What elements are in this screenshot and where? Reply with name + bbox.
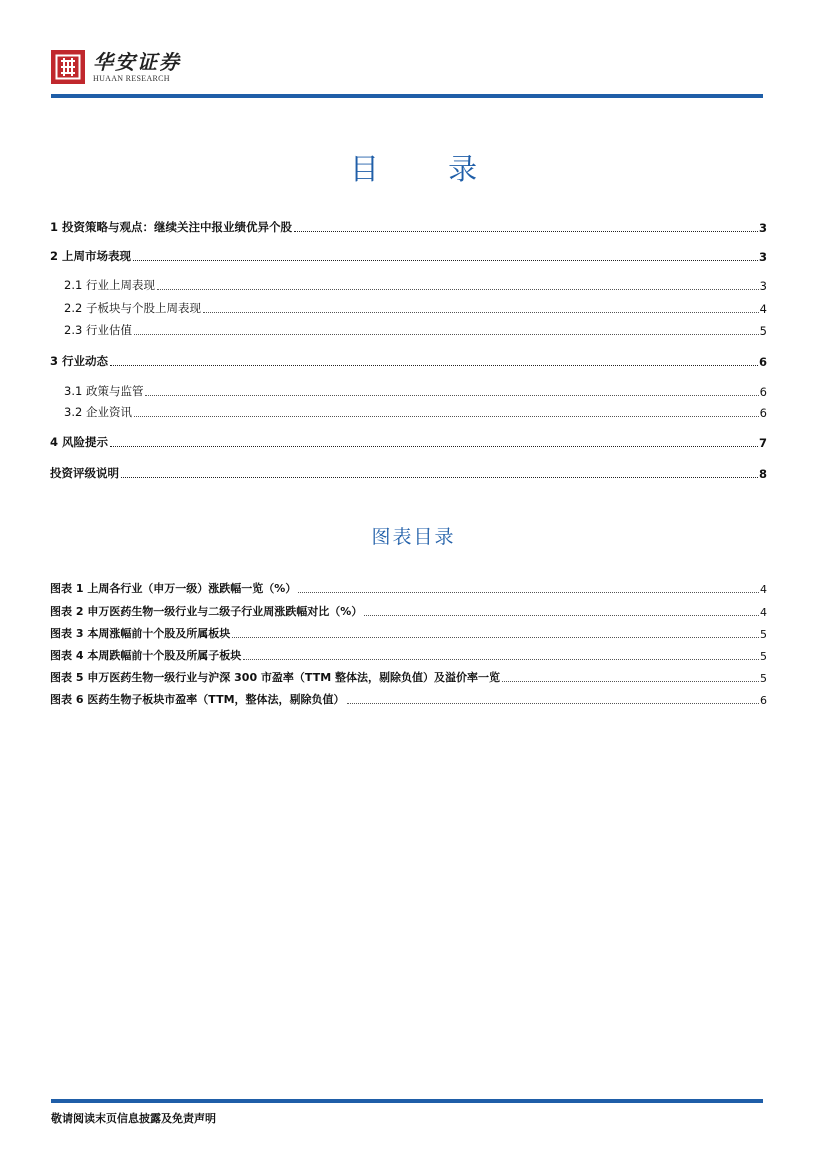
figure-entry[interactable] — [50, 691, 767, 707]
figure-entry[interactable] — [50, 647, 767, 663]
toc-entry-label: 2.2 子板块与个股上周表现 — [64, 301, 201, 315]
toc-entry-page: 8 — [758, 467, 767, 481]
toc-entry-label: 3.1 政策与监管 — [64, 384, 144, 398]
toc-entry-label: 2.3 行业估值 — [64, 323, 132, 337]
dot-leader — [502, 681, 759, 682]
toc-entry-label: 4 风险提示 — [50, 435, 109, 449]
toc-entry-page: 4 — [759, 302, 767, 316]
figure-entry-page: 4 — [760, 606, 767, 619]
toc-entry[interactable] — [64, 404, 767, 420]
dot-leader — [298, 592, 759, 593]
toc-entry-page: 3 — [759, 279, 767, 293]
dot-leader — [364, 615, 759, 616]
brand-logo — [51, 50, 181, 84]
dot-leader — [294, 231, 758, 232]
figure-entry-page: 5 — [760, 628, 767, 641]
toc-entry[interactable] — [64, 277, 767, 293]
disclaimer-notice: 敬请阅读末页信息披露及免责声明 — [51, 1112, 216, 1125]
figure-entry-label: 图表 1 上周各行业（申万一级）涨跌幅一览（%） — [50, 582, 297, 595]
dot-leader — [347, 703, 759, 704]
figure-entry[interactable] — [50, 603, 767, 619]
brand-name-cn: 华安证券 — [93, 49, 181, 74]
figure-entry[interactable] — [50, 669, 767, 685]
dot-leader — [133, 260, 758, 261]
figure-entry-page: 6 — [760, 694, 767, 707]
toc-entry-label: 3 行业动态 — [50, 354, 109, 368]
figure-entry-label: 图表 4 本周跌幅前十个股及所属子板块 — [50, 649, 242, 662]
figure-entry-label: 图表 3 本周涨幅前十个股及所属板块 — [50, 627, 231, 640]
toc-entry[interactable] — [50, 465, 767, 481]
toc-entry-page: 6 — [759, 385, 767, 399]
toc-entry[interactable] — [64, 383, 767, 399]
toc-entry-page: 3 — [758, 250, 767, 264]
toc-entry-label: 2 上周市场表现 — [50, 249, 132, 263]
toc-entry-page: 5 — [759, 324, 767, 338]
seal-icon — [51, 50, 85, 84]
toc-entry-label: 3.2 企业资讯 — [64, 405, 132, 419]
figures-title: 图表目录 — [371, 526, 456, 548]
toc-entry-label: 投资评级说明 — [50, 466, 119, 480]
dot-leader — [110, 365, 758, 366]
header-divider — [51, 94, 763, 98]
toc-entry-label: 2.1 行业上周表现 — [64, 278, 155, 292]
toc-entry[interactable] — [64, 322, 767, 338]
figure-entry-page: 5 — [760, 672, 767, 685]
toc-entry[interactable] — [50, 219, 767, 235]
figure-entry-page: 4 — [760, 583, 767, 596]
toc-entry-page: 7 — [758, 436, 767, 450]
page-title: 目 录 — [349, 152, 508, 186]
dot-leader — [134, 416, 759, 417]
toc-entry[interactable] — [50, 248, 767, 264]
figure-entry[interactable] — [50, 625, 767, 641]
dot-leader — [243, 659, 759, 660]
dot-leader — [157, 289, 759, 290]
toc-entry-label: 1 投资策略与观点：继续关注中报业绩优异个股 — [50, 220, 293, 234]
toc-entry[interactable] — [50, 434, 767, 450]
figure-entry[interactable] — [50, 580, 767, 596]
dot-leader — [232, 637, 759, 638]
toc-entry-page: 3 — [758, 221, 767, 235]
figure-entry-label: 图表 5 申万医药生物一级行业与沪深 300 市盈率（TTM 整体法，剔除负值）及溢价率一览 — [50, 671, 500, 684]
figure-entry-label: 图表 6 医药生物子板块市盈率（TTM，整体法，剔除负值） — [50, 693, 345, 706]
toc-entry[interactable] — [50, 353, 767, 369]
dot-leader — [110, 446, 758, 447]
dot-leader — [145, 395, 758, 396]
footer-divider — [51, 1099, 763, 1103]
toc-entry[interactable] — [64, 300, 767, 316]
brand-name-en: HUAAN RESEARCH — [93, 73, 170, 83]
toc-entry-page: 6 — [759, 406, 767, 420]
dot-leader — [134, 334, 759, 335]
figure-entry-label: 图表 2 申万医药生物一级行业与二级子行业周涨跌幅对比（%） — [50, 605, 363, 618]
figure-entry-page: 5 — [760, 650, 767, 663]
dot-leader — [203, 312, 759, 313]
dot-leader — [121, 477, 758, 478]
toc-entry-page: 6 — [758, 355, 767, 369]
